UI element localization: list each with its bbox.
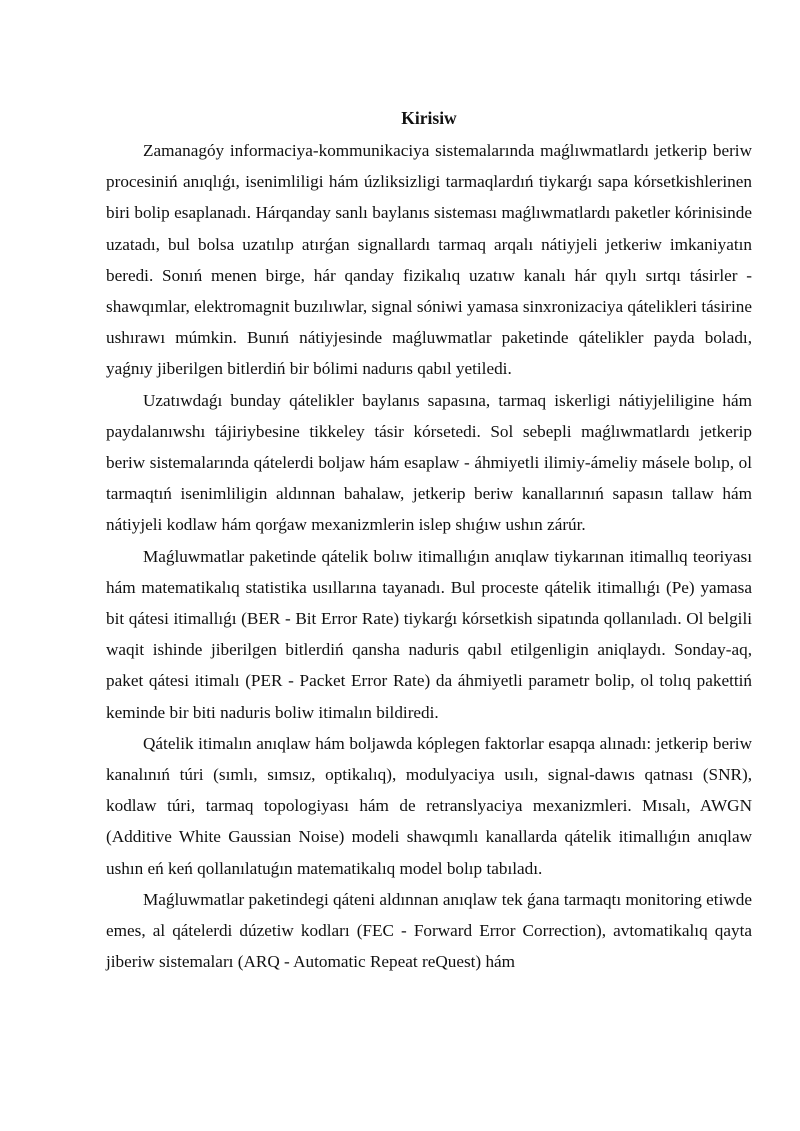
paragraph-5: Maǵluwmatlar paketindegi qáteni aldınnan anıqlaw tek ǵana tarmaqtı monitoring etiwde emes, al qátelerdi dúzetiw kodları (FEC - Forward Error Correction), avtomatikalıq qayta jiberiw sistemaları (ARQ - Automatic Repeat reQuest) hám xyxy=(106,889,752,972)
document-page xyxy=(106,106,752,977)
paragraph-1: Zamanagóy informaciya-kommunikaciya sistemalarında maǵlıwmatlardı jetkerip beriw procesiniń anıqlıǵı, isenimliligi hám úzliksizligi tarmaqlardıń tiykarǵı sapa kórsetkishlerinen biri bolip esaplanadı. Hárqanday sanlı baylanıs sisteması maǵlıwmatlardı paketler kórinisinde uzatadı, bul bolsa uzatılıp atırǵan signallardı tarmaq arqalı nátiyjeli jetkeriw imkaniyatın beredi. Sonıń menen birge, hár qanday fizikalıq uzatıw kanalı hár qıylı sırtqı tásirler - shawqımlar, elektromagnit buzılıwlar, signal sóniwi yamasa sinxronizaciya qátelikleri tásirine ushırawı múmkin. Bunıń nátiyjesinde maǵluwmatlar paketinde qátelikler payda boladı, yaǵnıy jiberilgen bitlerdiń bir bólimi nadurıs qabıl yetiledi. xyxy=(106,141,752,379)
page-title: Kirisiw xyxy=(401,108,457,128)
paragraph-3: Maǵluwmatlar paketinde qátelik bolıw itimallıǵın anıqlaw tiykarınan itimallıq teoriyası hám matematikalıq statistika usıllarına tayanadı. Bul proceste qátelik itimallıǵı (Pe) yamasa bit qátesi itimallıǵı (BER - Bit Error Rate) tiykarǵı kórsetkish sipatında qollanıladı. Ol belgili waqit ishinde jiberilgen bitlerdiń qansha naduris qabıl etilgenligin aniqlaydı. Sonday-aq, paket qátesi itimalı (PER - Packet Error Rate) da áhmiyetli parametr bolip, ol tolıq pakettiń keminde bir biti naduris boliw itimalın bildiredi. xyxy=(106,546,752,722)
paragraph-4: Qátelik itimalın anıqlaw hám boljawda kóplegen faktorlar esapqa alınadı: jetkerip beriw kanalınıń túri (sımlı, sımsız, optikalıq), modulyaciya usılı, signal-dawıs qatnası (SNR), kodlaw túri, tarmaq topologiyası hám de retranslyaciya mexanizmleri. Mısalı, AWGN (Additive White Gaussian Noise) modeli shawqımlı kanallarda qátelik itimallıǵın anıqlaw ushın eń keń qollanılatuǵın matematikalıq model bolıp tabıladı. xyxy=(106,733,752,878)
paragraph-2: Uzatıwdaǵı bunday qátelikler baylanıs sapasına, tarmaq iskerligi nátiyjeliligine hám paydalanıwshı tájiriybesine tikkeley tásir kórsetedi. Sol sebepli maǵlıwmatlardı jetkerip beriw sistemalarında qátelerdi boljaw hám esaplaw - áhmiyetli ilimiy-ámeliy másele bolıp, ol tarmaqtıń isenimliligin aldınnan bahalaw, jetkerip beriw kanallarınıń sapasın tallaw hám nátiyjeli kodlaw hám qorǵaw mexanizmlerin islep shıǵıw ushın zárúr. xyxy=(106,390,752,535)
